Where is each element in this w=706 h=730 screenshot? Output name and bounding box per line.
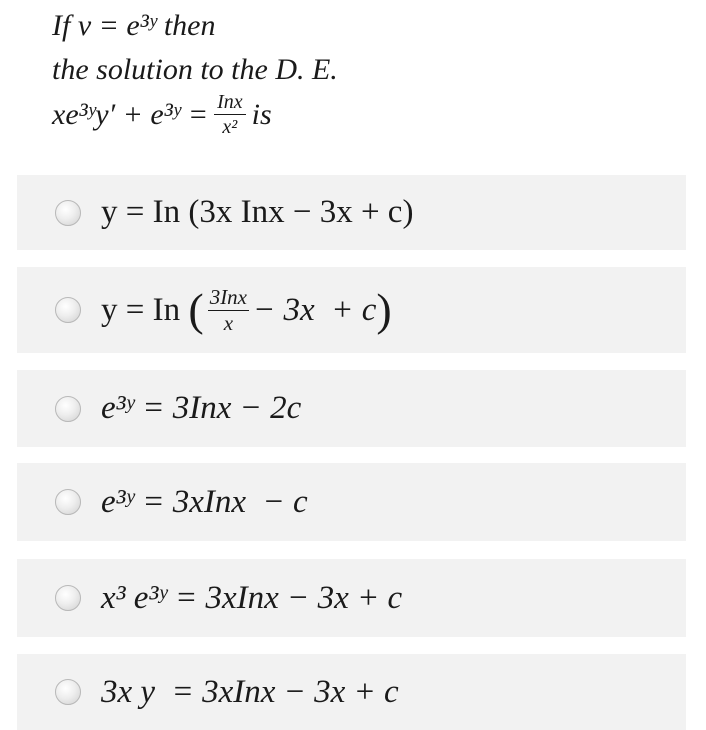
- radio-button[interactable]: [55, 200, 81, 226]
- question-line-3: [52, 92, 692, 137]
- option-2[interactable]: [17, 267, 686, 353]
- fraction-denominator: x²: [222, 116, 238, 138]
- option-3-label: e³ʸ = 3Inx − 2c: [101, 390, 302, 426]
- option-5[interactable]: [17, 559, 686, 637]
- radio-button[interactable]: [55, 585, 81, 611]
- option-4[interactable]: [17, 463, 686, 541]
- question-line-2: the solution to the D. E.: [52, 53, 338, 86]
- option-2-close-paren: ): [376, 284, 392, 335]
- option-2-open-paren: (: [188, 284, 204, 335]
- option-2-suffix: − 3x + c: [253, 291, 377, 328]
- radio-button[interactable]: [55, 679, 81, 705]
- option-2-prefix: y = In: [101, 291, 181, 328]
- radio-button[interactable]: [55, 297, 81, 323]
- option-1-label: y = In (3x Inx − 3x + c): [101, 194, 414, 230]
- question-text: [52, 4, 692, 137]
- option-3[interactable]: [17, 370, 686, 447]
- option-5-label: x³ e³ʸ = 3xInx − 3x + c: [101, 579, 403, 616]
- option-2-fraction: [208, 284, 249, 335]
- equation-lhs: xe³ʸy′ + e³ʸ =: [52, 97, 209, 131]
- option-2-fraction-numerator: 3Inx: [209, 284, 248, 309]
- option-2-fraction-denominator: x: [223, 310, 234, 335]
- option-2-label: [101, 284, 392, 335]
- option-6[interactable]: [17, 654, 686, 730]
- option-4-label: e³ʸ = 3xInx − c: [101, 483, 308, 520]
- option-6-label: 3x y = 3xInx − 3x + c: [101, 673, 399, 710]
- question-line-1: If v = e³ʸ then: [52, 9, 216, 42]
- equation-fraction: [214, 92, 246, 137]
- option-1[interactable]: [17, 175, 686, 250]
- fraction-numerator: Inx: [214, 92, 246, 115]
- radio-button[interactable]: [55, 396, 81, 422]
- radio-button[interactable]: [55, 489, 81, 515]
- question-suffix: is: [251, 97, 272, 131]
